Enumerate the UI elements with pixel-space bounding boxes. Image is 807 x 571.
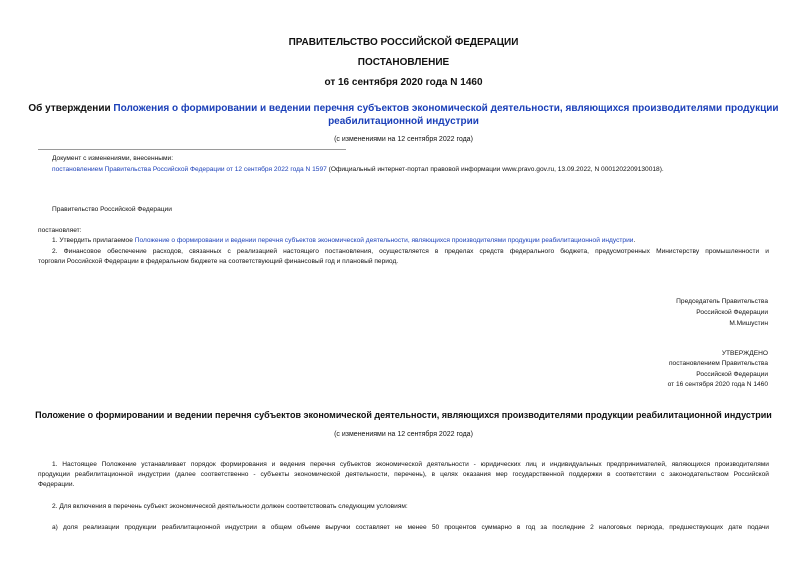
government-heading: ПРАВИТЕЛЬСТВО РОССИЙСКОЙ ФЕДЕРАЦИИ	[288, 37, 519, 48]
section-2: 2. Для включения в перечень субъект экономической деятельности должен соответствовать следующим условиям:	[52, 503, 408, 510]
approved-by: постановлением Правительства	[668, 360, 768, 367]
regulation-link[interactable]: Положение о формировании и ведении перечня субъектов экономической деятельности, являющихся производителями продукции реабилитационной индустрии	[134, 237, 634, 244]
title-regulation-link-cont[interactable]: реабилитационной индустрии	[328, 116, 479, 127]
signature-name: М.Мишустин	[729, 320, 768, 327]
regulation-amendment-note: (с изменениями на 12 сентября 2022 года)	[334, 431, 473, 438]
paragraph-2-line1: 2. Финансовое обеспечение расходов, связанных с реализацией настоящего постановления, осуществляется в пределах средств федерального бюджета, предусмотренных Министерству промышленности и	[52, 248, 769, 255]
government-rf: Правительство Российской Федерации	[52, 206, 172, 213]
approved-country: Российской Федерации	[696, 371, 768, 378]
section-2a: а) доля реализации продукции реабилитационной индустрии в общем объеме выручки составляет не менее 50 процентов суммарно в год за последние 2 налоговых периода, предшествующих дате подачи	[52, 524, 769, 531]
approved-heading: УТВЕРЖДЕНО	[721, 350, 768, 357]
amending-decree-link[interactable]: постановлением Правительства Российской Федерации от 12 сентября 2022 года N 1597	[52, 166, 327, 173]
changes-line	[52, 166, 664, 173]
changes-label: Документ с изменениями, внесенными:	[52, 155, 174, 162]
divider	[38, 149, 346, 150]
amendment-note: (с изменениями на 12 сентября 2022 года)	[334, 136, 473, 143]
title-prefix: Об утверждении	[28, 103, 114, 114]
title-regulation-link[interactable]: Положения о формировании и ведении перечня субъектов экономической деятельности, являющихся производителями продукции	[113, 103, 779, 114]
document-type: ПОСТАНОВЛЕНИЕ	[357, 57, 450, 68]
decrees-word: постановляет:	[38, 227, 82, 234]
document-date: от 16 сентября 2020 года N 1460	[324, 77, 483, 88]
signature-country: Российской Федерации	[696, 309, 768, 316]
section-1-line3: Федерации.	[38, 481, 75, 488]
approved-date: от 16 сентября 2020 года N 1460	[667, 381, 768, 388]
paragraph-2-line2: торговли Российской Федерации в федеральном бюджете на соответствующий финансовый год и плановый период.	[38, 258, 399, 265]
section-1-line1: 1. Настоящее Положение устанавливает порядок формирования и ведения перечня субъектов экономической деятельности - юридических лиц и индивидуальных предпринимателей, являющихся производителями	[52, 461, 769, 468]
paragraph-1-suffix: .	[633, 237, 636, 244]
paragraph-1-prefix: 1. Утвердить прилагаемое	[52, 237, 135, 244]
section-1-line2: продукции реабилитационной индустрии (далее соответственно - субъекты экономической деятельности, перечень), в целях оказания мер государственной поддержки в соответствии с законодательством Российской	[38, 471, 769, 478]
document-title-line2	[0, 116, 807, 127]
changes-source: (Официальный интернет-портал правовой информации www.pravo.gov.ru, 13.09.2022, N 0001202209130018).	[326, 166, 664, 173]
signature-position: Председатель Правительства	[676, 298, 768, 305]
document-title	[0, 103, 807, 114]
paragraph-1	[52, 237, 635, 244]
regulation-title: Положение о формировании и ведении перечня субъектов экономической деятельности, являющихся производителями продукции реабилитационной индустрии	[35, 410, 772, 420]
